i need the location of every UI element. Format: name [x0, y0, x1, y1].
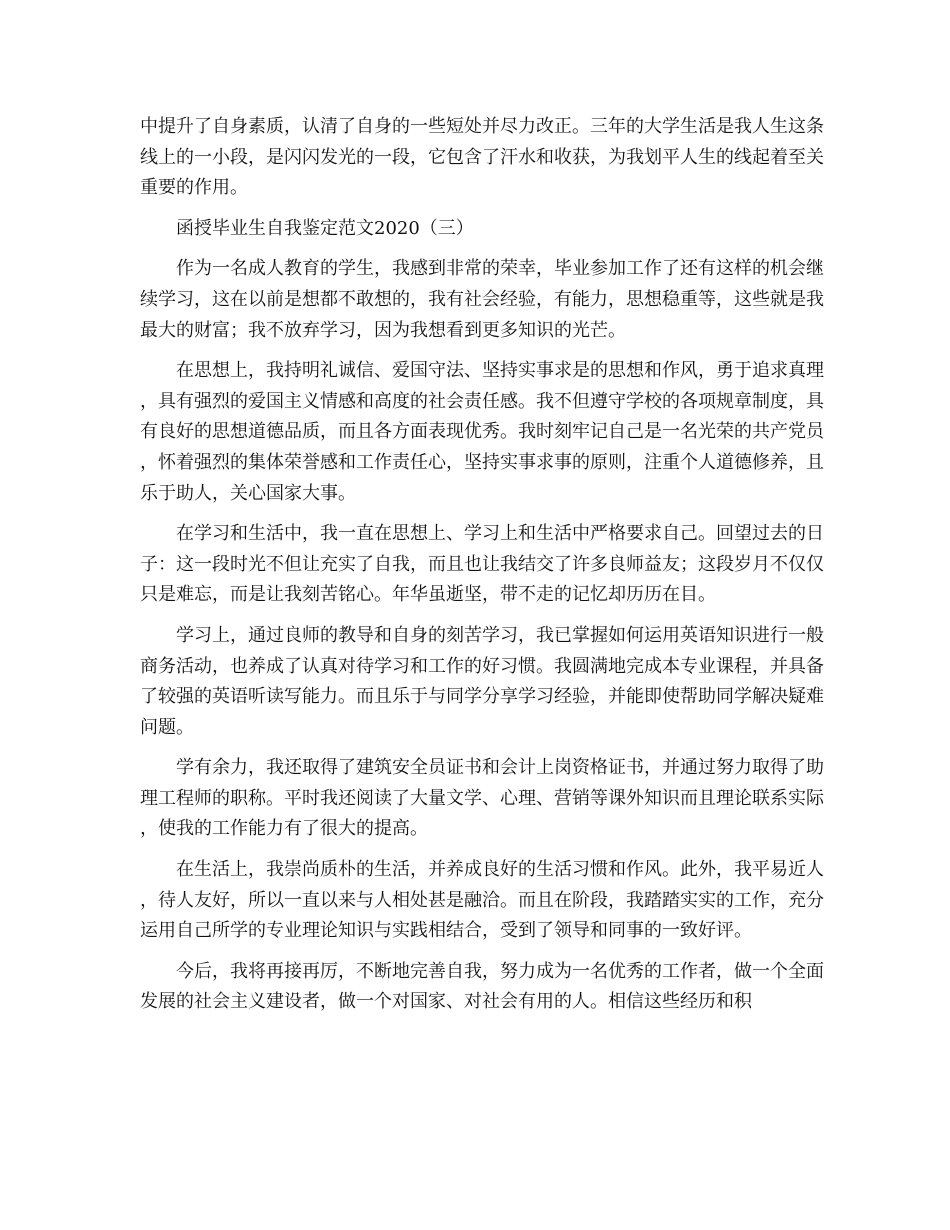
section-heading: 函授毕业生自我鉴定范文2020（三） [176, 217, 474, 239]
paragraph-life: 在生活上，我崇尚质朴的生活，并养成良好的生活习惯和作风。此外，我平易近人，待人友好，所以一直以来与人相处甚是融洽。而且在阶段，我踏踏实实的工作，充分运用自己所学的专业理论知识与实践相结合，受到了领导和同事的一致好评。 [140, 859, 824, 942]
paragraph-intro: 作为一名成人教育的学生，我感到非常的荣幸，毕业参加工作了还有这样的机会继续学习，这在以前是想都不敢想的，我有社会经验，有能力，思想稳重等，这些就是我最大的财富；我不放弃学习，因为我想看到更多知识的光芒。 [140, 258, 824, 341]
paragraph-future: 今后，我将再接再厉，不断地完善自我，努力成为一名优秀的工作者，做一个全面发展的社会主义建设者，做一个对国家、对社会有用的人。相信这些经历和积 [140, 960, 824, 1013]
paragraph-certificates: 学有余力，我还取得了建筑安全员证书和会计上岗资格证书，并通过努力取得了助理工程师的职称。平时我还阅读了大量文学、心理、营销等课外知识而且理论联系实际，使我的工作能力有了很大的提高。 [140, 757, 824, 840]
paragraph-study-life: 在学习和生活中，我一直在思想上、学习上和生活中严格要求自己。回望过去的日子：这一段时光不但让充实了自我，而且也让我结交了许多良师益友；这段岁月不仅仅只是难忘，而是让我刻苦铭心。年华虽逝坚，带不走的记忆却历历在目。 [140, 523, 824, 606]
paragraph-study: 学习上，通过良师的教导和自身的刻苦学习，我已掌握如何运用英语知识进行一般商务活动，也养成了认真对待学习和工作的好习惯。我圆满地完成本专业课程，并具备了较强的英语听读写能力。而且乐于与同学分享学习经验，并能即使帮助同学解决疑难问题。 [140, 624, 824, 738]
document-body [140, 112, 824, 1028]
paragraph-continuation: 中提升了自身素质，认清了自身的一些短处并尽力改正。三年的大学生活是我人生这条线上的一小段，是闪闪发光的一段，它包含了汗水和收获，为我划平人生的线起着至关重要的作用。 [140, 116, 824, 199]
paragraph-thought: 在思想上，我持明礼诚信、爱国守法、坚持实事求是的思想和作风，勇于追求真理，具有强烈的爱国主义情感和高度的社会责任感。我不但遵守学校的各项规章制度，具有良好的思想道德品质，而且各方面表现优秀。我时刻牢记自己是一名光荣的共产党员，怀着强烈的集体荣誉感和工作责任心，坚持实事求事的原则，注重个人道德修养，且乐于助人，关心国家大事。 [140, 360, 824, 504]
